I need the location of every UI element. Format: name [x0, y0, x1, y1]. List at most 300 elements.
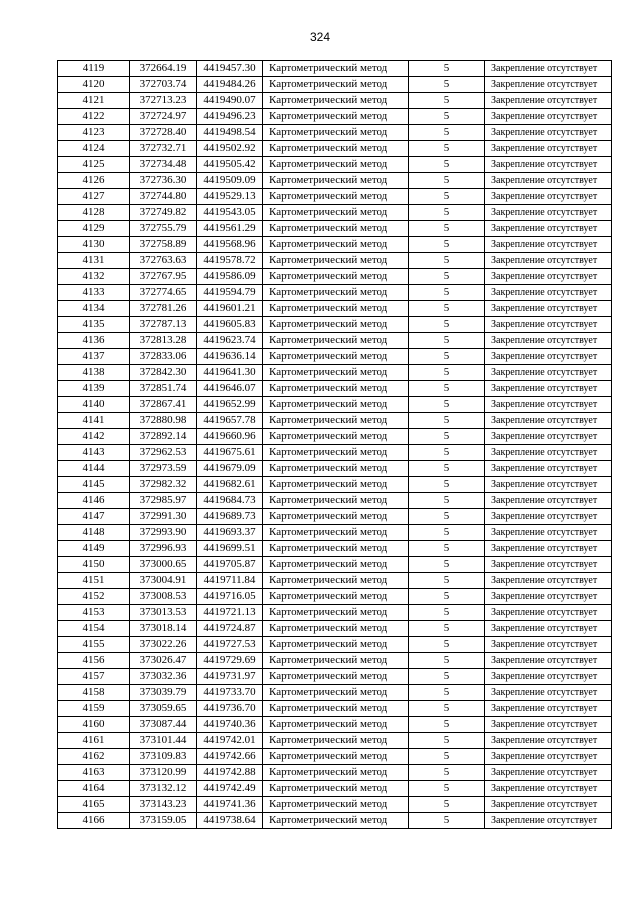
fixing-description-cell: Закрепление отсутствует	[485, 621, 612, 637]
point-number-cell: 4149	[58, 541, 130, 557]
fixing-description-cell: Закрепление отсутствует	[485, 413, 612, 429]
point-number-cell: 4119	[58, 61, 130, 77]
method-cell: Картометрический метод	[263, 557, 409, 573]
point-number-cell: 4130	[58, 237, 130, 253]
fixing-description-cell: Закрепление отсутствует	[485, 205, 612, 221]
accuracy-cell: 5	[409, 93, 485, 109]
fixing-description-cell: Закрепление отсутствует	[485, 77, 612, 93]
y-coordinate-cell: 4419699.51	[197, 541, 263, 557]
x-coordinate-cell: 373022.26	[130, 637, 197, 653]
fixing-description-cell: Закрепление отсутствует	[485, 525, 612, 541]
accuracy-cell: 5	[409, 477, 485, 493]
method-cell: Картометрический метод	[263, 205, 409, 221]
y-coordinate-cell: 4419724.87	[197, 621, 263, 637]
fixing-description-cell: Закрепление отсутствует	[485, 157, 612, 173]
accuracy-cell: 5	[409, 461, 485, 477]
coordinates-table-body	[58, 61, 612, 829]
y-coordinate-cell: 4419721.13	[197, 605, 263, 621]
point-number-cell: 4140	[58, 397, 130, 413]
fixing-description-cell: Закрепление отсутствует	[485, 733, 612, 749]
fixing-description-cell: Закрепление отсутствует	[485, 573, 612, 589]
point-number-cell: 4166	[58, 813, 130, 829]
table-row	[58, 269, 612, 285]
y-coordinate-cell: 4419578.72	[197, 253, 263, 269]
y-coordinate-cell: 4419727.53	[197, 637, 263, 653]
accuracy-cell: 5	[409, 589, 485, 605]
method-cell: Картометрический метод	[263, 93, 409, 109]
method-cell: Картометрический метод	[263, 317, 409, 333]
table-row	[58, 637, 612, 653]
accuracy-cell: 5	[409, 573, 485, 589]
method-cell: Картометрический метод	[263, 445, 409, 461]
method-cell: Картометрический метод	[263, 493, 409, 509]
y-coordinate-cell: 4419561.29	[197, 221, 263, 237]
fixing-description-cell: Закрепление отсутствует	[485, 237, 612, 253]
method-cell: Картометрический метод	[263, 285, 409, 301]
y-coordinate-cell: 4419740.36	[197, 717, 263, 733]
table-row	[58, 125, 612, 141]
accuracy-cell: 5	[409, 381, 485, 397]
y-coordinate-cell: 4419505.42	[197, 157, 263, 173]
method-cell: Картометрический метод	[263, 61, 409, 77]
y-coordinate-cell: 4419684.73	[197, 493, 263, 509]
accuracy-cell: 5	[409, 685, 485, 701]
y-coordinate-cell: 4419543.05	[197, 205, 263, 221]
table-row	[58, 541, 612, 557]
y-coordinate-cell: 4419675.61	[197, 445, 263, 461]
table-row	[58, 621, 612, 637]
y-coordinate-cell: 4419605.83	[197, 317, 263, 333]
x-coordinate-cell: 372703.74	[130, 77, 197, 93]
accuracy-cell: 5	[409, 397, 485, 413]
point-number-cell: 4164	[58, 781, 130, 797]
table-row	[58, 573, 612, 589]
table-row	[58, 509, 612, 525]
x-coordinate-cell: 372724.97	[130, 109, 197, 125]
x-coordinate-cell: 373087.44	[130, 717, 197, 733]
fixing-description-cell: Закрепление отсутствует	[485, 349, 612, 365]
accuracy-cell: 5	[409, 813, 485, 829]
table-row	[58, 301, 612, 317]
table-row	[58, 557, 612, 573]
table-row	[58, 237, 612, 253]
accuracy-cell: 5	[409, 541, 485, 557]
x-coordinate-cell: 373132.12	[130, 781, 197, 797]
accuracy-cell: 5	[409, 157, 485, 173]
accuracy-cell: 5	[409, 317, 485, 333]
table-row	[58, 653, 612, 669]
point-number-cell: 4123	[58, 125, 130, 141]
table-row	[58, 205, 612, 221]
y-coordinate-cell: 4419716.05	[197, 589, 263, 605]
table-row	[58, 525, 612, 541]
x-coordinate-cell: 373101.44	[130, 733, 197, 749]
table-row	[58, 493, 612, 509]
x-coordinate-cell: 373026.47	[130, 653, 197, 669]
table-row	[58, 701, 612, 717]
x-coordinate-cell: 372892.14	[130, 429, 197, 445]
table-row	[58, 429, 612, 445]
fixing-description-cell: Закрепление отсутствует	[485, 493, 612, 509]
method-cell: Картометрический метод	[263, 653, 409, 669]
y-coordinate-cell: 4419682.61	[197, 477, 263, 493]
accuracy-cell: 5	[409, 173, 485, 189]
accuracy-cell: 5	[409, 621, 485, 637]
x-coordinate-cell: 372842.30	[130, 365, 197, 381]
y-coordinate-cell: 4419502.92	[197, 141, 263, 157]
accuracy-cell: 5	[409, 429, 485, 445]
y-coordinate-cell: 4419742.88	[197, 765, 263, 781]
method-cell: Картометрический метод	[263, 733, 409, 749]
method-cell: Картометрический метод	[263, 541, 409, 557]
table-row	[58, 285, 612, 301]
x-coordinate-cell: 372880.98	[130, 413, 197, 429]
point-number-cell: 4156	[58, 653, 130, 669]
method-cell: Картометрический метод	[263, 109, 409, 125]
x-coordinate-cell: 372982.32	[130, 477, 197, 493]
x-coordinate-cell: 372664.19	[130, 61, 197, 77]
table-row	[58, 333, 612, 349]
fixing-description-cell: Закрепление отсутствует	[485, 669, 612, 685]
point-number-cell: 4129	[58, 221, 130, 237]
accuracy-cell: 5	[409, 269, 485, 285]
coordinates-table	[57, 60, 612, 829]
y-coordinate-cell: 4419498.54	[197, 125, 263, 141]
y-coordinate-cell: 4419679.09	[197, 461, 263, 477]
method-cell: Картометрический метод	[263, 77, 409, 93]
x-coordinate-cell: 372744.80	[130, 189, 197, 205]
y-coordinate-cell: 4419736.70	[197, 701, 263, 717]
x-coordinate-cell: 372749.82	[130, 205, 197, 221]
method-cell: Картометрический метод	[263, 365, 409, 381]
table-row	[58, 381, 612, 397]
table-row	[58, 221, 612, 237]
accuracy-cell: 5	[409, 781, 485, 797]
y-coordinate-cell: 4419705.87	[197, 557, 263, 573]
point-number-cell: 4142	[58, 429, 130, 445]
point-number-cell: 4150	[58, 557, 130, 573]
y-coordinate-cell: 4419529.13	[197, 189, 263, 205]
point-number-cell: 4124	[58, 141, 130, 157]
accuracy-cell: 5	[409, 77, 485, 93]
fixing-description-cell: Закрепление отсутствует	[485, 797, 612, 813]
method-cell: Картометрический метод	[263, 781, 409, 797]
fixing-description-cell: Закрепление отсутствует	[485, 93, 612, 109]
accuracy-cell: 5	[409, 413, 485, 429]
x-coordinate-cell: 372813.28	[130, 333, 197, 349]
method-cell: Картометрический метод	[263, 813, 409, 829]
point-number-cell: 4128	[58, 205, 130, 221]
table-row	[58, 477, 612, 493]
point-number-cell: 4163	[58, 765, 130, 781]
accuracy-cell: 5	[409, 61, 485, 77]
x-coordinate-cell: 372767.95	[130, 269, 197, 285]
fixing-description-cell: Закрепление отсутствует	[485, 813, 612, 829]
accuracy-cell: 5	[409, 285, 485, 301]
method-cell: Картометрический метод	[263, 221, 409, 237]
y-coordinate-cell: 4419711.84	[197, 573, 263, 589]
fixing-description-cell: Закрепление отсутствует	[485, 653, 612, 669]
point-number-cell: 4134	[58, 301, 130, 317]
x-coordinate-cell: 372736.30	[130, 173, 197, 189]
x-coordinate-cell: 372713.23	[130, 93, 197, 109]
method-cell: Картометрический метод	[263, 717, 409, 733]
point-number-cell: 4159	[58, 701, 130, 717]
accuracy-cell: 5	[409, 669, 485, 685]
fixing-description-cell: Закрепление отсутствует	[485, 637, 612, 653]
point-number-cell: 4133	[58, 285, 130, 301]
method-cell: Картометрический метод	[263, 509, 409, 525]
table-row	[58, 589, 612, 605]
table-row	[58, 189, 612, 205]
table-row	[58, 733, 612, 749]
table-row	[58, 717, 612, 733]
method-cell: Картометрический метод	[263, 125, 409, 141]
point-number-cell: 4139	[58, 381, 130, 397]
table-row	[58, 749, 612, 765]
point-number-cell: 4153	[58, 605, 130, 621]
point-number-cell: 4122	[58, 109, 130, 125]
x-coordinate-cell: 372755.79	[130, 221, 197, 237]
x-coordinate-cell: 372973.59	[130, 461, 197, 477]
accuracy-cell: 5	[409, 141, 485, 157]
table-row	[58, 397, 612, 413]
x-coordinate-cell: 373004.91	[130, 573, 197, 589]
y-coordinate-cell: 4419496.23	[197, 109, 263, 125]
y-coordinate-cell: 4419742.01	[197, 733, 263, 749]
x-coordinate-cell: 372996.93	[130, 541, 197, 557]
point-number-cell: 4161	[58, 733, 130, 749]
accuracy-cell: 5	[409, 253, 485, 269]
fixing-description-cell: Закрепление отсутствует	[485, 477, 612, 493]
method-cell: Картометрический метод	[263, 589, 409, 605]
method-cell: Картометрический метод	[263, 669, 409, 685]
x-coordinate-cell: 373059.65	[130, 701, 197, 717]
accuracy-cell: 5	[409, 333, 485, 349]
method-cell: Картометрический метод	[263, 621, 409, 637]
point-number-cell: 4157	[58, 669, 130, 685]
accuracy-cell: 5	[409, 237, 485, 253]
fixing-description-cell: Закрепление отсутствует	[485, 173, 612, 189]
table-row	[58, 109, 612, 125]
accuracy-cell: 5	[409, 525, 485, 541]
accuracy-cell: 5	[409, 717, 485, 733]
accuracy-cell: 5	[409, 509, 485, 525]
table-row	[58, 77, 612, 93]
y-coordinate-cell: 4419586.09	[197, 269, 263, 285]
x-coordinate-cell: 372787.13	[130, 317, 197, 333]
accuracy-cell: 5	[409, 797, 485, 813]
fixing-description-cell: Закрепление отсутствует	[485, 189, 612, 205]
fixing-description-cell: Закрепление отсутствует	[485, 365, 612, 381]
y-coordinate-cell: 4419738.64	[197, 813, 263, 829]
accuracy-cell: 5	[409, 493, 485, 509]
method-cell: Картометрический метод	[263, 477, 409, 493]
table-row	[58, 685, 612, 701]
fixing-description-cell: Закрепление отсутствует	[485, 589, 612, 605]
fixing-description-cell: Закрепление отсутствует	[485, 461, 612, 477]
point-number-cell: 4141	[58, 413, 130, 429]
accuracy-cell: 5	[409, 189, 485, 205]
accuracy-cell: 5	[409, 637, 485, 653]
fixing-description-cell: Закрепление отсутствует	[485, 269, 612, 285]
y-coordinate-cell: 4419490.07	[197, 93, 263, 109]
point-number-cell: 4120	[58, 77, 130, 93]
y-coordinate-cell: 4419457.30	[197, 61, 263, 77]
table-row	[58, 461, 612, 477]
method-cell: Картометрический метод	[263, 269, 409, 285]
accuracy-cell: 5	[409, 349, 485, 365]
accuracy-cell: 5	[409, 445, 485, 461]
method-cell: Картометрический метод	[263, 749, 409, 765]
x-coordinate-cell: 372774.65	[130, 285, 197, 301]
y-coordinate-cell: 4419729.69	[197, 653, 263, 669]
x-coordinate-cell: 372833.06	[130, 349, 197, 365]
x-coordinate-cell: 373000.65	[130, 557, 197, 573]
y-coordinate-cell: 4419594.79	[197, 285, 263, 301]
x-coordinate-cell: 373032.36	[130, 669, 197, 685]
point-number-cell: 4144	[58, 461, 130, 477]
method-cell: Картометрический метод	[263, 765, 409, 781]
point-number-cell: 4145	[58, 477, 130, 493]
method-cell: Картометрический метод	[263, 157, 409, 173]
method-cell: Картометрический метод	[263, 461, 409, 477]
accuracy-cell: 5	[409, 765, 485, 781]
fixing-description-cell: Закрепление отсутствует	[485, 605, 612, 621]
point-number-cell: 4146	[58, 493, 130, 509]
table-row	[58, 157, 612, 173]
table-row	[58, 365, 612, 381]
method-cell: Картометрический метод	[263, 333, 409, 349]
table-row	[58, 317, 612, 333]
accuracy-cell: 5	[409, 733, 485, 749]
table-row	[58, 445, 612, 461]
method-cell: Картометрический метод	[263, 301, 409, 317]
method-cell: Картометрический метод	[263, 429, 409, 445]
method-cell: Картометрический метод	[263, 797, 409, 813]
table-row	[58, 61, 612, 77]
point-number-cell: 4131	[58, 253, 130, 269]
method-cell: Картометрический метод	[263, 413, 409, 429]
x-coordinate-cell: 373109.83	[130, 749, 197, 765]
page-number: 324	[309, 30, 331, 44]
method-cell: Картометрический метод	[263, 253, 409, 269]
x-coordinate-cell: 372781.26	[130, 301, 197, 317]
x-coordinate-cell: 372867.41	[130, 397, 197, 413]
fixing-description-cell: Закрепление отсутствует	[485, 781, 612, 797]
fixing-description-cell: Закрепление отсутствует	[485, 749, 612, 765]
table-row	[58, 669, 612, 685]
accuracy-cell: 5	[409, 109, 485, 125]
x-coordinate-cell: 372985.97	[130, 493, 197, 509]
accuracy-cell: 5	[409, 701, 485, 717]
x-coordinate-cell: 372734.48	[130, 157, 197, 173]
fixing-description-cell: Закрепление отсутствует	[485, 397, 612, 413]
y-coordinate-cell: 4419731.97	[197, 669, 263, 685]
method-cell: Картометрический метод	[263, 381, 409, 397]
point-number-cell: 4165	[58, 797, 130, 813]
table-row	[58, 173, 612, 189]
point-number-cell: 4160	[58, 717, 130, 733]
table-row	[58, 349, 612, 365]
x-coordinate-cell: 373159.05	[130, 813, 197, 829]
x-coordinate-cell: 372728.40	[130, 125, 197, 141]
fixing-description-cell: Закрепление отсутствует	[485, 141, 612, 157]
y-coordinate-cell: 4419693.37	[197, 525, 263, 541]
fixing-description-cell: Закрепление отсутствует	[485, 685, 612, 701]
fixing-description-cell: Закрепление отсутствует	[485, 221, 612, 237]
accuracy-cell: 5	[409, 125, 485, 141]
accuracy-cell: 5	[409, 605, 485, 621]
point-number-cell: 4132	[58, 269, 130, 285]
fixing-description-cell: Закрепление отсутствует	[485, 765, 612, 781]
x-coordinate-cell: 372851.74	[130, 381, 197, 397]
table-row	[58, 813, 612, 829]
point-number-cell: 4138	[58, 365, 130, 381]
method-cell: Картометрический метод	[263, 173, 409, 189]
table-row	[58, 765, 612, 781]
point-number-cell: 4126	[58, 173, 130, 189]
y-coordinate-cell: 4419509.09	[197, 173, 263, 189]
fixing-description-cell: Закрепление отсутствует	[485, 317, 612, 333]
accuracy-cell: 5	[409, 205, 485, 221]
point-number-cell: 4135	[58, 317, 130, 333]
point-number-cell: 4125	[58, 157, 130, 173]
method-cell: Картометрический метод	[263, 701, 409, 717]
point-number-cell: 4137	[58, 349, 130, 365]
fixing-description-cell: Закрепление отсутствует	[485, 285, 612, 301]
x-coordinate-cell: 373039.79	[130, 685, 197, 701]
x-coordinate-cell: 373120.99	[130, 765, 197, 781]
point-number-cell: 4127	[58, 189, 130, 205]
y-coordinate-cell: 4419742.49	[197, 781, 263, 797]
y-coordinate-cell: 4419733.70	[197, 685, 263, 701]
fixing-description-cell: Закрепление отсутствует	[485, 717, 612, 733]
method-cell: Картометрический метод	[263, 189, 409, 205]
fixing-description-cell: Закрепление отсутствует	[485, 541, 612, 557]
method-cell: Картометрический метод	[263, 349, 409, 365]
point-number-cell: 4147	[58, 509, 130, 525]
method-cell: Картометрический метод	[263, 525, 409, 541]
point-number-cell: 4152	[58, 589, 130, 605]
table-row	[58, 413, 612, 429]
y-coordinate-cell: 4419660.96	[197, 429, 263, 445]
method-cell: Картометрический метод	[263, 685, 409, 701]
fixing-description-cell: Закрепление отсутствует	[485, 557, 612, 573]
y-coordinate-cell: 4419601.21	[197, 301, 263, 317]
method-cell: Картометрический метод	[263, 605, 409, 621]
fixing-description-cell: Закрепление отсутствует	[485, 253, 612, 269]
y-coordinate-cell: 4419646.07	[197, 381, 263, 397]
table-row	[58, 605, 612, 621]
y-coordinate-cell: 4419636.14	[197, 349, 263, 365]
point-number-cell: 4151	[58, 573, 130, 589]
method-cell: Картометрический метод	[263, 237, 409, 253]
y-coordinate-cell: 4419741.36	[197, 797, 263, 813]
table-row	[58, 253, 612, 269]
method-cell: Картометрический метод	[263, 573, 409, 589]
fixing-description-cell: Закрепление отсутствует	[485, 61, 612, 77]
accuracy-cell: 5	[409, 557, 485, 573]
fixing-description-cell: Закрепление отсутствует	[485, 381, 612, 397]
x-coordinate-cell: 372991.30	[130, 509, 197, 525]
table-row	[58, 141, 612, 157]
y-coordinate-cell: 4419641.30	[197, 365, 263, 381]
x-coordinate-cell: 373018.14	[130, 621, 197, 637]
point-number-cell: 4136	[58, 333, 130, 349]
x-coordinate-cell: 373013.53	[130, 605, 197, 621]
x-coordinate-cell: 373008.53	[130, 589, 197, 605]
